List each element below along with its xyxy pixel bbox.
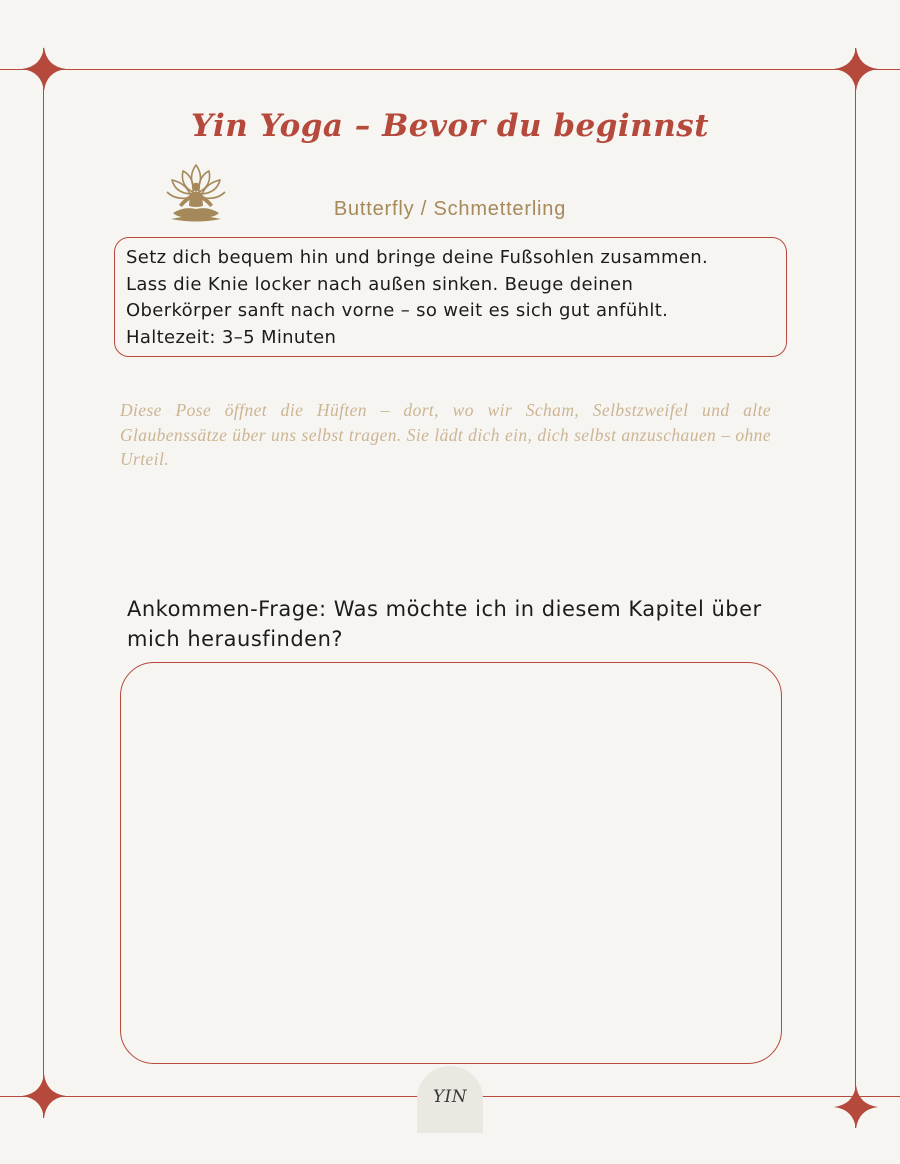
star-top-right-icon [834, 47, 878, 91]
instructions-box [114, 237, 787, 357]
star-bottom-right-icon [834, 1085, 878, 1129]
instruction-line: Haltezeit: 3–5 Minuten [126, 326, 337, 348]
frame-top-line [0, 69, 900, 70]
instruction-line: Lass die Knie locker nach außen sinken. Beuge deinen [126, 273, 634, 295]
pose-name: Butterfly / Schmetterling [333, 198, 567, 220]
page-title: Yin Yoga – Bevor du beginnst [190, 108, 710, 144]
answer-box[interactable] [120, 662, 782, 1064]
reflection-question: Ankommen-Frage: Was möchte ich in diesem Kapitel über mich herausfinden? [127, 597, 762, 651]
star-top-left-icon [22, 47, 66, 91]
instruction-line: Setz dich bequem hin und bringe deine Fußsohlen zusammen. [126, 247, 709, 268]
footer-label: YIN [432, 1087, 468, 1107]
star-bottom-left-icon [22, 1074, 66, 1118]
instruction-line: Oberkörper sanft nach vorne – so weit es sich gut anfühlt. [126, 300, 669, 321]
reflection-text: Diese Pose öffnet die Hüften – dort, wo wir Scham, Selbstzweifel und alte Glaubenssätze über uns selbst tragen. Sie lädt dich ein, dich selbst anzuschauen – ohne Urteil. [120, 400, 771, 469]
